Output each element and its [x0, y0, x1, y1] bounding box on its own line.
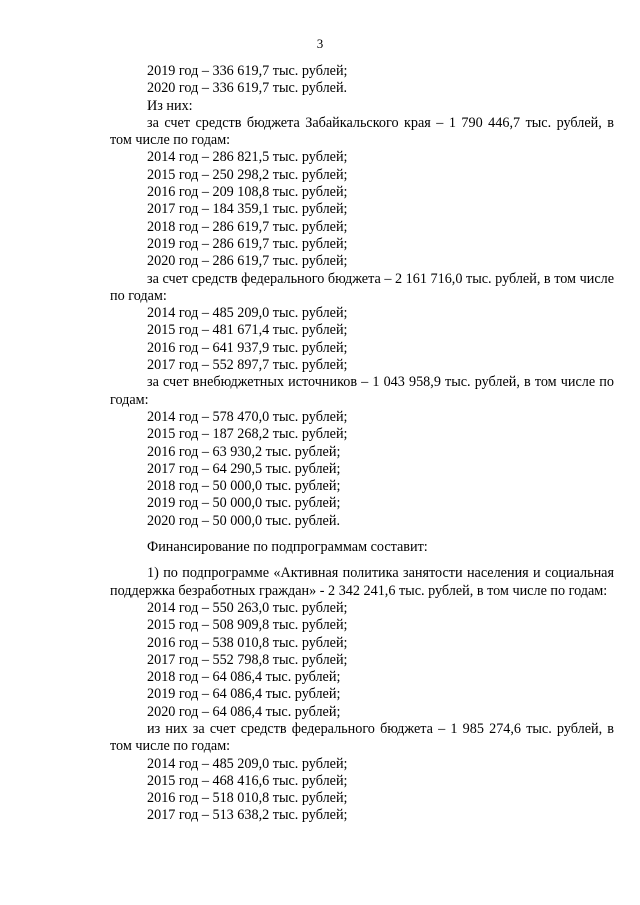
- year-line: 2019 год – 286 619,7 тыс. рублей;: [147, 235, 348, 252]
- year-line: 2015 год – 187 268,2 тыс. рублей;: [147, 426, 348, 443]
- document-body: [110, 63, 614, 825]
- year-line: 2014 год – 578 470,0 тыс. рублей;: [147, 408, 348, 425]
- year-line: 2017 год – 552 798,8 тыс. рублей;: [147, 651, 348, 668]
- year-line: 2014 год – 286 821,5 тыс. рублей;: [147, 149, 348, 166]
- year-line: 2017 год – 184 359,1 тыс. рублей;: [147, 201, 348, 218]
- year-line: 2019 год – 50 000,0 тыс. рублей;: [147, 495, 341, 512]
- year-line: 2018 год – 64 086,4 тыс. рублей;: [147, 669, 341, 686]
- year-line: 2014 год – 550 263,0 тыс. рублей;: [147, 599, 348, 616]
- year-line: 2015 год – 481 671,4 тыс. рублей;: [147, 322, 348, 339]
- subprogram-1-federal-intro: из них за счет средств федерального бюджета – 1 985 274,6 тыс. рублей, в том числе по годам:: [110, 720, 614, 755]
- year-line: 2014 год – 485 209,0 тыс. рублей;: [147, 755, 348, 772]
- section-label: Из них:: [147, 97, 193, 114]
- subprograms-heading: Финансирование по подпрограммам составит:: [147, 539, 428, 556]
- year-line: 2016 год – 63 930,2 тыс. рублей;: [147, 443, 341, 460]
- subprogram-1-intro: 1) по подпрограмме «Активная политика занятости населения и социальная поддержка безработных граждан» - 2 342 241,6 тыс. рублей, в том числе по годам:: [110, 565, 614, 599]
- year-line: 2020 год – 286 619,7 тыс. рублей;: [147, 253, 348, 270]
- year-line: 2017 год – 552 897,7 тыс. рублей;: [147, 357, 348, 374]
- year-line: 2016 год – 518 010,8 тыс. рублей;: [147, 790, 348, 807]
- year-line: 2018 год – 286 619,7 тыс. рублей;: [147, 218, 348, 235]
- federal-budget-intro: за счет средств федерального бюджета – 2 161 716,0 тыс. рублей, в том числе по годам:: [110, 270, 614, 304]
- year-line: 2016 год – 641 937,9 тыс. рублей;: [147, 339, 348, 356]
- year-line: 2020 год – 50 000,0 тыс. рублей.: [147, 512, 340, 529]
- year-line: 2016 год – 209 108,8 тыс. рублей;: [147, 184, 348, 201]
- year-line: 2014 год – 485 209,0 тыс. рублей;: [147, 305, 348, 322]
- year-line: 2020 год – 336 619,7 тыс. рублей.: [147, 80, 348, 97]
- year-line: 2019 год – 64 086,4 тыс. рублей;: [147, 686, 341, 703]
- year-line: 2017 год – 64 290,5 тыс. рублей;: [147, 460, 341, 477]
- year-line: 2019 год – 336 619,7 тыс. рублей;: [147, 63, 348, 79]
- year-line: 2015 год – 508 909,8 тыс. рублей;: [147, 617, 348, 634]
- year-line: 2018 год – 50 000,0 тыс. рублей;: [147, 478, 341, 495]
- year-line: 2017 год – 513 638,2 тыс. рублей;: [147, 807, 348, 824]
- year-line: 2015 год – 468 416,6 тыс. рублей;: [147, 772, 348, 789]
- year-line: 2015 год – 250 298,2 тыс. рублей;: [147, 166, 348, 183]
- year-line: 2020 год – 64 086,4 тыс. рублей;: [147, 703, 341, 720]
- regional-budget-intro: за счет средств бюджета Забайкальского края – 1 790 446,7 тыс. рублей, в том числе по годам:: [110, 114, 614, 149]
- extrabudgetary-intro: за счет внебюджетных источников – 1 043 958,9 тыс. рублей, в том числе по годам:: [110, 374, 614, 408]
- page-number: 3: [316, 36, 324, 51]
- year-line: 2016 год – 538 010,8 тыс. рублей;: [147, 634, 348, 651]
